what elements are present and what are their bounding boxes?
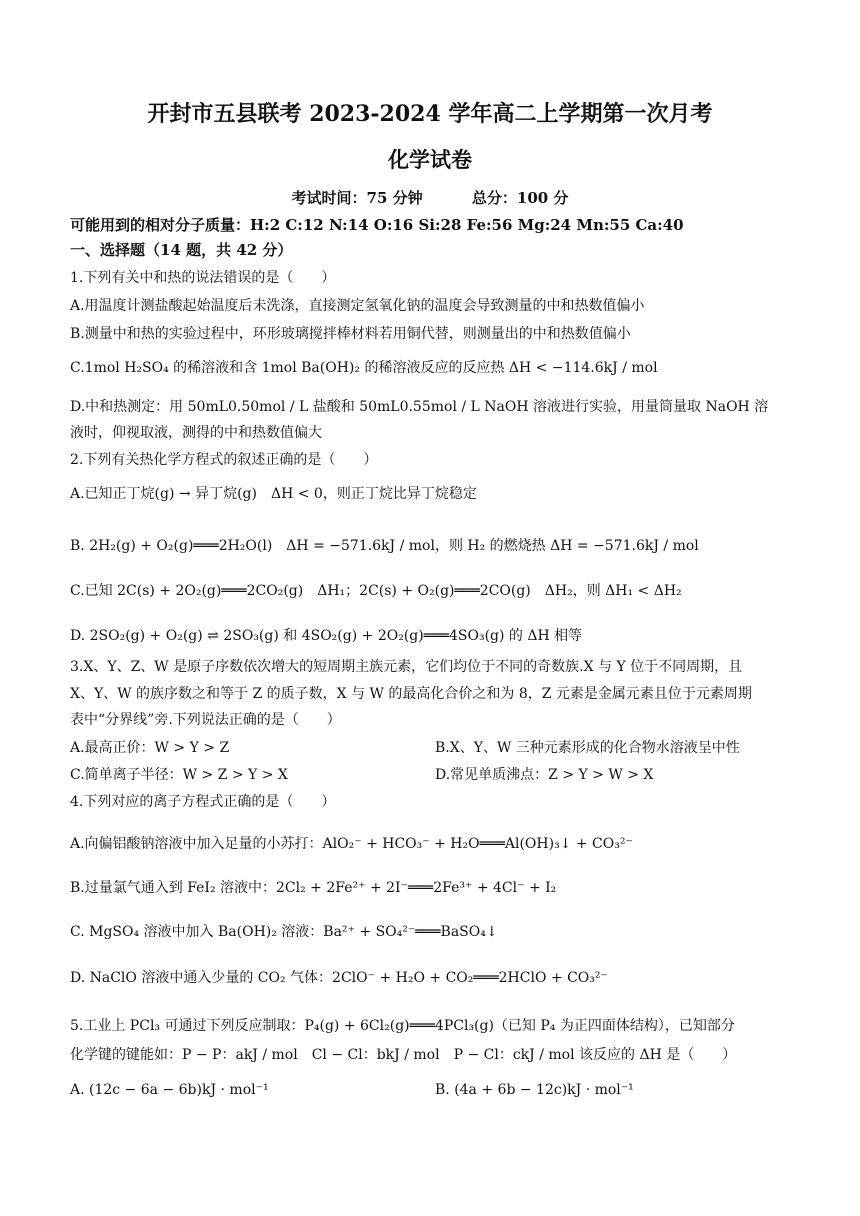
q2-option-b: B. 2H₂(g) + O₂(g)═══2H₂O(l) ΔH = −571.6kJ / mol，则 H₂ 的燃烧热 ΔH = −571.6kJ / mol: [70, 538, 699, 554]
q4-option-c: C. MgSO₄ 溶液中加入 Ba(OH)₂ 溶液：Ba²⁺ + SO₄²⁻═══BaSO₄↓: [70, 924, 498, 940]
q3-option-a: A.最高正价：W > Y > Z: [70, 740, 230, 756]
q2-option-c: C.已知 2C(s) + 2O₂(g)═══2CO₂(g) ΔH₁；2C(s) + O₂(g)═══2CO(g) ΔH₂，则 ΔH₁ < ΔH₂: [70, 583, 682, 599]
q1-option-a: A.用温度计测盐酸起始温度后未洗涤，直接测定氢氧化钠的温度会导致测量的中和热数值偏小: [70, 298, 645, 314]
q3-stem-line2: X、Y、W 的族序数之和等于 Z 的质子数，X 与 W 的最高化合价之和为 8，Z 元素是金属元素且位于元素周期: [70, 686, 752, 702]
q4-stem: 4.下列对应的离子方程式正确的是（ ）: [70, 794, 336, 810]
exam-time: 考试时间：75 分钟: [291, 189, 423, 207]
q3-option-c: C.简单离子半径：W > Z > Y > X: [70, 767, 288, 783]
q3-option-d: D.常见单质沸点：Z > Y > W > X: [435, 767, 654, 783]
q3-stem-line1: 3.X、Y、Z、W 是原子序数依次增大的短周期主族元素，它们均位于不同的奇数族.X 与 Y 位于不同周期，且: [70, 659, 743, 675]
q4-option-d: D. NaClO 溶液中通入少量的 CO₂ 气体：2ClO⁻ + H₂O + CO₂═══2HClO + CO₃²⁻: [70, 970, 608, 986]
q1-option-d-line2: 液时，仰视取液，测得的中和热数值偏大: [70, 425, 322, 441]
exam-score: 总分：100 分: [471, 189, 569, 207]
q3-stem-line3: 表中“分界线”旁.下列说法正确的是（ ）: [70, 712, 341, 728]
q1-option-c: C.1mol H₂SO₄ 的稀溶液和含 1mol Ba(OH)₂ 的稀溶液反应的反应热 ΔH < −114.6kJ / mol: [70, 360, 658, 376]
exam-title: 开封市五县联考 2023-2024 学年高二上学期第一次月考: [147, 101, 713, 127]
relative-masses: 可能用到的相对分子质量：H:2 C:12 N:14 O:16 Si:28 Fe:56 Mg:24 Mn:55 Ca:40: [70, 216, 684, 234]
q2-stem: 2.下列有关热化学方程式的叙述正确的是（ ）: [70, 452, 378, 468]
section-heading: 一、选择题（14 题，共 42 分）: [70, 241, 293, 259]
exam-meta: [0, 188, 860, 208]
q4-option-a: A.向偏铝酸钠溶液中加入足量的小苏打：AlO₂⁻ + HCO₃⁻ + H₂O═══Al(OH)₃↓ + CO₃²⁻: [70, 836, 633, 852]
q2-option-d: D. 2SO₂(g) + O₂(g) ⇌ 2SO₃(g) 和 4SO₂(g) + 2O₂(g)═══4SO₃(g) 的 ΔH 相等: [70, 628, 583, 644]
q3-option-b: B.X、Y、W 三种元素形成的化合物水溶液呈中性: [435, 740, 740, 756]
q1-stem: 1.下列有关中和热的说法错误的是（ ）: [70, 270, 336, 286]
q5-stem-line2: 化学键的键能如：P − P：akJ / mol Cl − Cl：bkJ / mol P − Cl：ckJ / mol 该反应的 ΔH 是（ ）: [70, 1047, 737, 1063]
q1-option-b: B.测量中和热的实验过程中，环形玻璃搅拌棒材料若用铜代替，则测量出的中和热数值偏小: [70, 326, 631, 342]
q4-option-b: B.过量氯气通入到 FeI₂ 溶液中：2Cl₂ + 2Fe²⁺ + 2I⁻═══2Fe³⁺ + 4Cl⁻ + I₂: [70, 880, 557, 896]
exam-subtitle: 化学试卷: [388, 147, 472, 172]
q2-option-a: A.已知正丁烷(g) → 异丁烷(g) ΔH < 0，则正丁烷比异丁烷稳定: [70, 486, 477, 502]
q1-option-d-line1: D.中和热测定：用 50mL0.50mol / L 盐酸和 50mL0.55mol / L NaOH 溶液进行实验，用量筒量取 NaOH 溶: [70, 399, 769, 415]
q5-option-b: B. (4a + 6b − 12c)kJ · mol⁻¹: [435, 1082, 634, 1098]
q5-option-a: A. (12c − 6a − 6b)kJ · mol⁻¹: [70, 1082, 269, 1098]
q5-stem-line1: 5.工业上 PCl₃ 可通过下列反应制取：P₄(g) + 6Cl₂(g)═══4PCl₃(g)（已知 P₄ 为正四面体结构），已知部分: [70, 1018, 735, 1034]
